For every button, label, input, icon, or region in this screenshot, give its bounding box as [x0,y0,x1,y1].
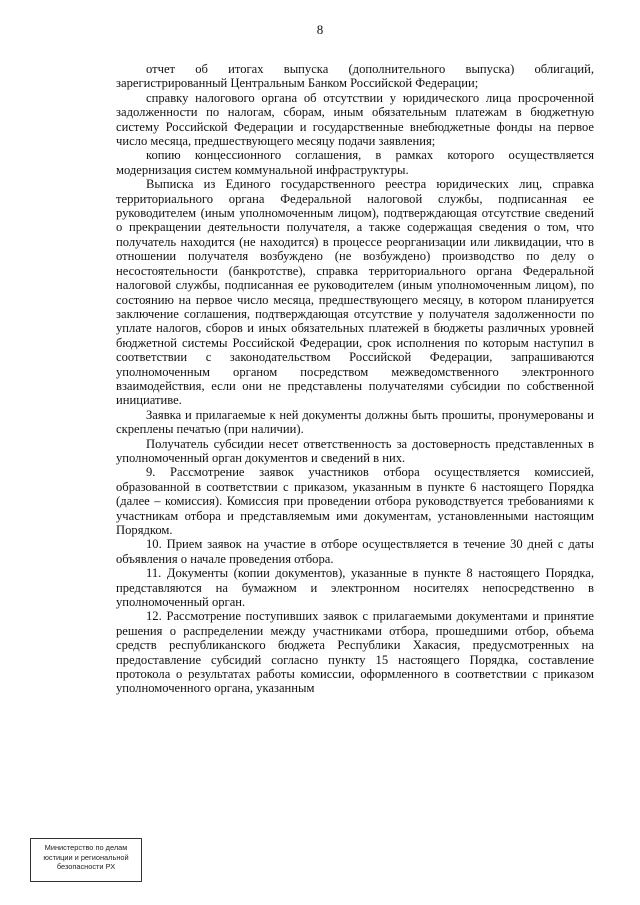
document-body [116,62,594,696]
paragraph: Получатель субсидии несет ответственность за достоверность представленных в уполномоченный орган документов и сведений в них. [116,436,594,465]
page-number: 8 [316,22,324,37]
stamp-line: Министерство по делам [44,843,128,852]
paragraph: Заявка и прилагаемые к ней документы должны быть прошиты, пронумерованы и скреплены печатью (при наличии). [116,407,594,437]
ministry-stamp [30,838,142,882]
stamp-line: юстиции и региональной [43,852,129,862]
paragraph: копию концессионного соглашения, в рамках которого осуществляется модернизация систем коммунальной инфраструктуры. [116,148,594,177]
paragraph: справку налогового органа об отсутствии у юридического лица просроченной задолженности по налогам, сборам, иным обязательным платежам в бюджетную систему Российской Федерации и государственные внебюджетные фонды на первое число месяца, предшествующего месяцу подачи заявления; [116,90,594,149]
paragraph: 10. Прием заявок на участие в отборе осуществляется в течение 30 дней с даты объявления о начале проведения отбора. [116,537,594,566]
paragraph: 12. Рассмотрение поступивших заявок с прилагаемыми документами и принятие решения о распределении между участниками отбора, прошедшими отбор, объема средств республиканского бюджета Республики Хакасия, предусмотренных на предоставление субсидий согласно пункту 15 настоящего Порядка, составление протокола о результатах работы комиссии, оформленного в соответствии с приказом уполномоченного органа, указанным [116,609,594,696]
paragraph: 11. Документы (копии документов), указанные в пункте 8 настоящего Порядка, представляются на бумажном и электронном носителях непосредственно в уполномоченный орган. [116,566,594,610]
paragraph: отчет об итогах выпуска (дополнительного выпуска) облигаций, зарегистрированный Центральным Банком Российской Федерации; [116,62,594,91]
paragraph: Выписка из Единого государственного реестра юридических лиц, справка территориального органа Федеральной налоговой службы, подписанная ее руководителем (иным уполномоченным лицом), подтверждающая отсутствие сведений о прекращении деятельности получателя, а также содержащая сведения о том, что получатель находится (не находится) в процессе реорганизации или ликвидации, что в отношении получателя возбуждено (не возбуждено) производство по делу о несостоятельности (банкротстве), справка территориального органа Федеральной налоговой службы, подписанная ее руководителем (иным уполномоченным лицом), по состоянию на первое число месяца, предшествующего месяцу, в котором планируется заключение соглашения, подтверждающая отсутствие у получателя задолженности по уплате налогов, сборов и иных обязательных платежей в бюджеты различных уровней бюджетной системы Российской Федерации, срок исполнения по которым наступил в соответствии с законодательством Российской Федерации, запрашиваются уполномоченным органом посредством межведомственного электронного взаимодействия, если они не представлены получателями субсидии по собственной инициативе. [116,177,594,408]
paragraph: 9. Рассмотрение заявок участников отбора осуществляется комиссией, образованной в соответствии с приказом, указанным в пункте 6 настоящего Порядка (далее – комиссия). Комиссия при проведении отбора руководствуется требованиями к участникам отбора и представляемым ими документам, установленными настоящим Порядком. [116,465,594,537]
stamp-line: безопасности РХ [56,862,116,871]
